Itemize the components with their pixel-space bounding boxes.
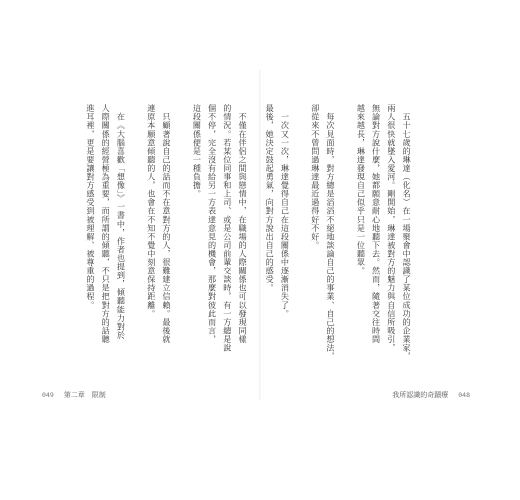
text-column: 一次又一次，琳達覺得自己在這段關係中逐漸消失了。 (280, 104, 291, 318)
running-head: 我所認識的奇蹟療 (392, 391, 449, 399)
page-number: 049 (42, 391, 54, 399)
left-page (0, 0, 259, 500)
left-page-footer (42, 390, 106, 400)
text-column: 五十七歲的琳達（化名）在一場聚會中認識了某位成功的企業家， (402, 104, 412, 361)
running-head: 第二章 限制 (63, 391, 106, 399)
text-column: 越來越長，琳達發現自己似乎只是一位聽眾。 (356, 104, 367, 275)
right-page-text (263, 104, 414, 366)
text-column: 的情況。若某位同事和上司、或是公司前輩交談時，有一方總是說 (222, 104, 233, 352)
text-column: 在《大腦喜歡「想像」》一書中，作者也提到，傾聽能力對於 (116, 104, 127, 340)
text-column: 不僅在伴侶之間與戀情中，在職場的人際關係也可以發現同樣 (238, 104, 248, 344)
text-column: 連原本願意傾聽的人，也會在不知不覺中刻意保持距離。 (146, 104, 157, 318)
text-column: 個不停，完全沒有給另一方表達意見的機會，那麼對彼此而言， (207, 104, 218, 344)
text-column: 每次見面時，對方總是滔滔不絕地談論自己的事業、自己的想法， (325, 104, 336, 361)
text-column: 只顧著說自己的話而不在意對方的人，很難建立信賴。最後就 (161, 104, 172, 344)
text-column: 最後，她決定鼓起勇氣，向對方說出自己的感受。 (265, 104, 276, 293)
right-page-footer (392, 390, 470, 400)
text-column: 這段關係便是一種負擔。 (192, 104, 203, 199)
text-column: 進耳裡，更是要讓對方感受到被理解、被尊重的過程。 (85, 104, 96, 310)
text-column: 兩人很快就墜入愛河。剛開始，琳達被對方的魅力與自信所吸引， (386, 104, 397, 352)
left-page-text (85, 104, 250, 366)
right-page (261, 0, 520, 500)
text-column: 無論對方說什麼，她都願意耐心地聽下去。然而，隨著交往時間 (371, 104, 382, 344)
text-column: 卻從來不曾問過琳達最近過得好不好。 (310, 104, 321, 250)
text-column: 人際關係的經營極為重要，而所謂的傾聽，不只是把對方的話聽 (101, 104, 112, 344)
page-number: 048 (458, 391, 470, 399)
